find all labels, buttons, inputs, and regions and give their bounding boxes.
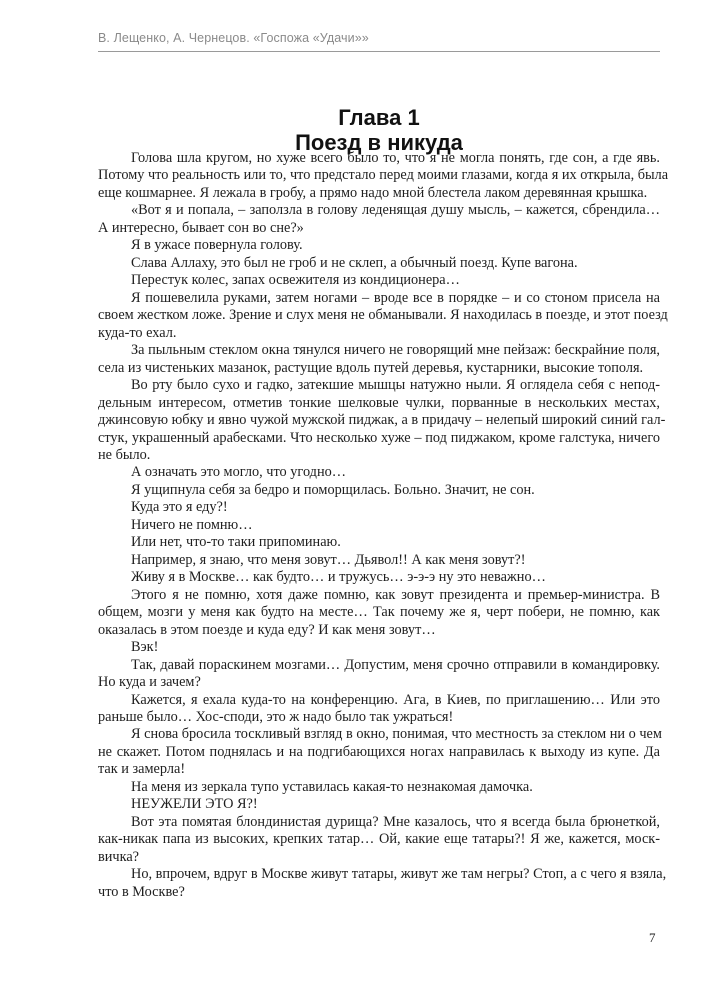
paragraph [98,639,660,656]
text-line: села из чистеньких мазанок, растущие вдоль путей деревья, кустарники, высокие тополя. [98,359,644,376]
text-line: Слава Аллаху, это был не гроб и не склеп, а обычный поезд. Купе вагона. [131,254,578,271]
text-line: Я ущипнула себя за бедро и поморщилась. Больно. Значит, не сон. [131,481,535,498]
paragraph [98,517,660,534]
text-line: Перестук колес, запах освежителя из кондиционера… [131,272,460,289]
paragraph [98,692,660,727]
text-line: На меня из зеркала тупо уставилась какая-то незнакомая дамочка. [131,778,533,795]
text-line: А означать это могло, что угодно… [131,464,347,481]
text-line: оказалась в этом поезде и куда еду? И как меня зовут… [98,621,436,638]
text-line: так и замерла! [98,761,186,778]
page-number: 7 [649,930,656,945]
text-line: Я в ужасе повернула голову. [131,237,303,254]
paragraph [98,482,660,499]
text-line: что в Москве? [98,883,185,900]
text-line: стук, украшенный арабесками. Что несколько хуже – под пиджаком, кроме галстука, ничего [98,429,660,446]
body-text [98,150,669,901]
text-line: вичка? [98,848,140,865]
text-line: Голова шла кругом, но хуже всего было то, что я не могла понять, где сон, а где явь. [131,150,660,166]
text-line: раньше было… Хос-споди, это ж надо было так ужраться! [98,709,454,725]
paragraph [98,552,660,569]
paragraph [98,377,666,464]
paragraph [98,796,660,813]
paragraph [98,657,660,692]
paragraph [98,202,660,237]
text-line: Так, давай пораскинем мозгами… Допустим, меня срочно отправили в командировку. [131,656,660,673]
text-line: Вот эта помятая блондинистая дурища? Мне казалось, что я всегда была брюнеткой, [131,813,660,830]
paragraph [98,814,660,866]
paragraph [98,534,660,551]
text-line: дельным интересом, отметив тонкие шелковые чулки, порванные в нескольких местах, [98,394,660,411]
paragraph [98,289,668,342]
header-rule [98,51,660,52]
text-line: общем, мозги у меня как будто на месте… Так почему же я, черт побери, не помню, как [98,604,660,621]
paragraph [98,272,660,289]
text-line: Но куда и зачем? [98,674,201,691]
paragraph [98,569,660,586]
text-line: джинсовую юбку и явно чужой мужской пиджак, а в придачу – нелепый широкий синий гал- [98,412,666,429]
text-line: А интересно, бывает сон во сне?» [98,219,304,236]
text-line: куда-то ехал. [98,324,177,341]
text-line: еще кошмарнее. Я лежала в гробу, а прямо надо мной блестела лаком деревянная крышка. [98,184,648,201]
text-line: не было. [98,446,151,463]
paragraph [98,150,669,202]
text-line: Кажется, я ехала куда-то на конференцию. Ага, в Киев, по приглашению… Или это [131,691,660,708]
text-line: НЕУЖЕЛИ ЭТО Я?! [131,796,258,813]
text-line: Этого я не помню, хотя даже помню, как зовут президента и премьер-министра. В [131,586,660,603]
paragraph [98,726,660,778]
paragraph [98,779,660,796]
paragraph [98,255,660,272]
text-line: Или нет, что-то таки припоминаю. [131,534,341,551]
text-line: не скажет. Потом поднялась и на подгибающихся ногах направилась к выходу из купе. Да [98,743,660,760]
text-line: Но, впрочем, вдруг в Москве живут татары, живут же там негры? Стоп, а с чего я взяла, [131,866,667,883]
text-line: Потому что реальность или то, что предстало перед моими глазами, когда я их открыла, была [98,167,669,184]
running-header: В. Лещенко, А. Чернецов. «Госпожа «Удачи»» [98,31,369,45]
paragraph [98,587,660,639]
text-line: своем жестком ложе. Зрение и слух меня не обманывали. Я находилась в поезде, и этот поезд [98,307,668,324]
paragraph [98,237,660,254]
text-line: как-никак папа из высоких, крепких татар… Ой, какие еще татары?! Я же, кажется, моск- [98,831,660,848]
paragraph [98,866,667,901]
paragraph [98,499,660,516]
chapter-title: Поезд в никуда [295,130,463,155]
text-line: Например, я знаю, что меня зовут… Дьявол!! А как меня зовут?! [131,551,526,568]
text-line: Во рту было сухо и гадко, затекшие мышцы натужно ныли. Я оглядела себя с непод- [131,377,660,394]
text-line: Вэк! [131,639,159,656]
chapter-number: Глава 1 [338,105,420,130]
text-line: «Вот я и попала, – заползла в голову леденящая душу мысль, – кажется, сбрендила… [131,202,660,219]
text-line: Живу я в Москве… как будто… и тружусь… э-э-э ну это неважно… [131,569,546,586]
text-line: Куда это я еду?! [131,499,228,516]
text-line: За пыльным стеклом окна тянулся ничего не говорящий мне пейзаж: бескрайние поля, [131,342,660,359]
text-line: Я снова бросила тоскливый взгляд в окно, понимая, что местность за стеклом ни о чем [131,726,662,743]
paragraph [98,342,660,377]
paragraph [98,464,660,481]
text-line: Ничего не помню… [131,516,253,533]
text-line: Я пошевелила руками, затем ногами – вроде все в порядке – и со стоном присела на [131,289,660,306]
